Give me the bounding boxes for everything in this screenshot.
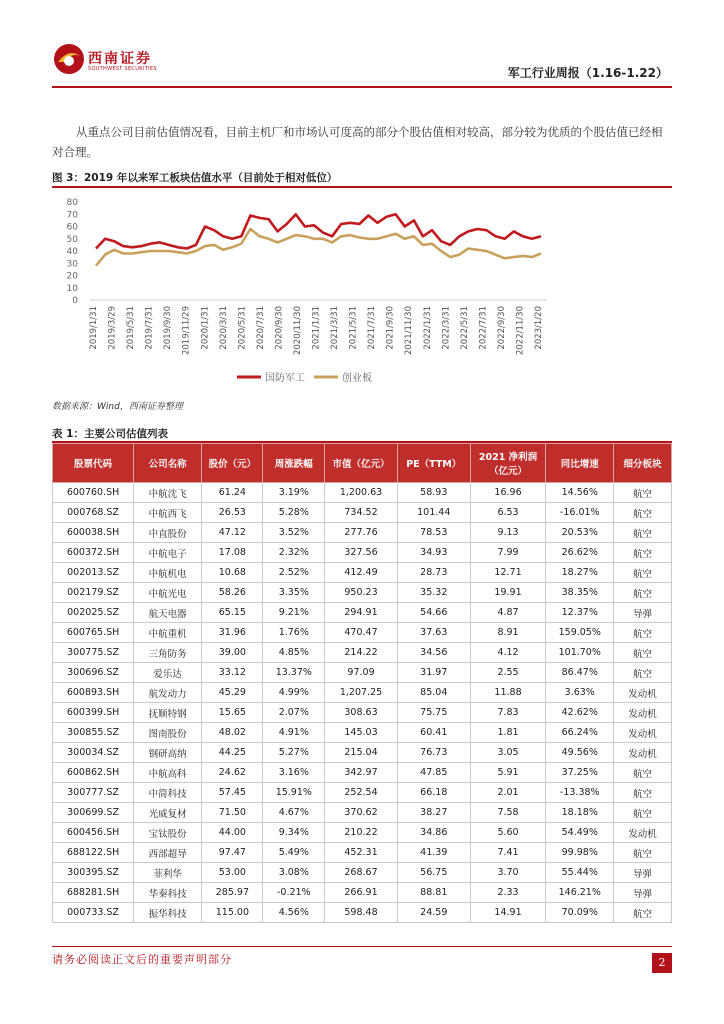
cell-net-profit: 19.91 xyxy=(470,583,546,603)
cell-market-cap: 950.23 xyxy=(325,583,398,603)
x-tick-label: 2019/9/30 xyxy=(163,306,174,350)
cell-price: 115.00 xyxy=(202,903,263,923)
cell-yoy-growth: 38.35% xyxy=(546,583,614,603)
footer-divider xyxy=(52,946,672,947)
cell-net-profit: 3.70 xyxy=(470,863,546,883)
x-tick-label: 2020/3/31 xyxy=(218,306,229,350)
cell-stock-code: 000768.SZ xyxy=(53,503,134,523)
cell-net-profit: 12.71 xyxy=(470,563,546,583)
header-weekly-change: 周涨跌幅 xyxy=(263,444,325,483)
cell-price: 45.29 xyxy=(202,683,263,703)
table-row xyxy=(53,643,672,663)
x-tick-label: 2022/9/30 xyxy=(496,306,507,350)
figure-divider xyxy=(52,186,672,188)
table-row xyxy=(53,603,672,623)
cell-stock-code: 002179.SZ xyxy=(53,583,134,603)
header-yoy-growth: 同比增速 xyxy=(546,444,614,483)
cell-company-name: 西部超导 xyxy=(134,843,202,863)
cell-price: 31.96 xyxy=(202,623,263,643)
x-tick-label: 2021/5/31 xyxy=(348,306,359,350)
cell-stock-code: 300696.SZ xyxy=(53,663,134,683)
cell-market-cap: 327.56 xyxy=(325,543,398,563)
cell-weekly-change: 2.32% xyxy=(263,543,325,563)
cell-pe-ttm: 85.04 xyxy=(397,683,470,703)
cell-company-name: 钢研高纳 xyxy=(134,743,202,763)
cell-weekly-change: 13.37% xyxy=(263,663,325,683)
cell-company-name: 中航光电 xyxy=(134,583,202,603)
cell-pe-ttm: 28.73 xyxy=(397,563,470,583)
cell-net-profit: 16.96 xyxy=(470,483,546,503)
cell-stock-code: 600760.SH xyxy=(53,483,134,503)
cell-company-name: 爱乐达 xyxy=(134,663,202,683)
series-line-0 xyxy=(96,214,541,248)
x-tick-label: 2020/7/31 xyxy=(255,306,266,350)
y-tick-label: 0 xyxy=(72,296,78,306)
cell-company-name: 三角防务 xyxy=(134,643,202,663)
header-divider xyxy=(52,86,672,88)
cell-market-cap: 412.49 xyxy=(325,563,398,583)
cell-yoy-growth: 101.70% xyxy=(546,643,614,663)
cell-segment: 发动机 xyxy=(614,683,672,703)
cell-segment: 航空 xyxy=(614,583,672,603)
cell-net-profit: 2.33 xyxy=(470,883,546,903)
cell-pe-ttm: 76.73 xyxy=(397,743,470,763)
cell-segment: 航空 xyxy=(614,523,672,543)
y-tick-label: 30 xyxy=(66,259,78,270)
cell-pe-ttm: 56.75 xyxy=(397,863,470,883)
table-row xyxy=(53,503,672,523)
cell-company-name: 中简科技 xyxy=(134,783,202,803)
cell-market-cap: 268.67 xyxy=(325,863,398,883)
cell-market-cap: 145.03 xyxy=(325,723,398,743)
x-tick-label: 2019/11/29 xyxy=(181,306,192,355)
cell-segment: 航空 xyxy=(614,663,672,683)
cell-net-profit: 7.99 xyxy=(470,543,546,563)
y-tick-label: 20 xyxy=(66,271,78,282)
cell-segment: 发动机 xyxy=(614,743,672,763)
cell-pe-ttm: 31.97 xyxy=(397,663,470,683)
cell-company-name: 宝钛股份 xyxy=(134,823,202,843)
y-tick-label: 10 xyxy=(66,283,78,294)
cell-segment: 航空 xyxy=(614,783,672,803)
cell-market-cap: 215.04 xyxy=(325,743,398,763)
cell-weekly-change: 2.07% xyxy=(263,703,325,723)
table-header-row xyxy=(53,444,672,483)
x-tick-label: 2019/7/31 xyxy=(144,306,155,350)
cell-stock-code: 300777.SZ xyxy=(53,783,134,803)
table-body xyxy=(53,483,672,923)
cell-company-name: 中直股份 xyxy=(134,523,202,543)
x-tick-label: 2022/5/31 xyxy=(459,306,470,350)
cell-market-cap: 370.62 xyxy=(325,803,398,823)
page-number: 2 xyxy=(652,953,672,973)
cell-pe-ttm: 35.32 xyxy=(397,583,470,603)
x-tick-label: 2021/9/30 xyxy=(385,306,396,350)
cell-segment: 导弹 xyxy=(614,863,672,883)
cell-weekly-change: 5.49% xyxy=(263,843,325,863)
header-market-cap: 市值（亿元） xyxy=(325,444,398,483)
table-row xyxy=(53,583,672,603)
cell-company-name: 航天电器 xyxy=(134,603,202,623)
cell-yoy-growth: 159.05% xyxy=(546,623,614,643)
cell-company-name: 中航沈飞 xyxy=(134,483,202,503)
cell-yoy-growth: 26.62% xyxy=(546,543,614,563)
cell-market-cap: 97.09 xyxy=(325,663,398,683)
cell-net-profit: 1.81 xyxy=(470,723,546,743)
cell-pe-ttm: 88.81 xyxy=(397,883,470,903)
cell-segment: 导弹 xyxy=(614,883,672,903)
cell-market-cap: 598.48 xyxy=(325,903,398,923)
cell-segment: 航空 xyxy=(614,543,672,563)
cell-net-profit: 4.87 xyxy=(470,603,546,623)
cell-segment: 航空 xyxy=(614,483,672,503)
cell-yoy-growth: 18.27% xyxy=(546,563,614,583)
cell-stock-code: 600038.SH xyxy=(53,523,134,543)
cell-pe-ttm: 54.66 xyxy=(397,603,470,623)
cell-net-profit: 3.05 xyxy=(470,743,546,763)
cell-pe-ttm: 101.44 xyxy=(397,503,470,523)
cell-yoy-growth: -13.38% xyxy=(546,783,614,803)
table-row xyxy=(53,663,672,683)
cell-yoy-growth: 146.21% xyxy=(546,883,614,903)
x-tick-label: 2019/5/31 xyxy=(126,306,137,350)
cell-yoy-growth: 70.09% xyxy=(546,903,614,923)
x-tick-label: 2021/7/31 xyxy=(367,306,378,350)
cell-segment: 发动机 xyxy=(614,823,672,843)
table-row xyxy=(53,803,672,823)
cell-yoy-growth: 18.18% xyxy=(546,803,614,823)
logo-emblem-core xyxy=(64,56,74,66)
table-row xyxy=(53,843,672,863)
logo-subtitle: SOUTHWEST SECURITIES xyxy=(88,66,157,72)
cell-yoy-growth: 14.56% xyxy=(546,483,614,503)
table-row xyxy=(53,483,672,503)
x-tick-label: 2022/11/30 xyxy=(515,306,526,356)
cell-segment: 发动机 xyxy=(614,723,672,743)
cell-stock-code: 600399.SH xyxy=(53,703,134,723)
cell-market-cap: 734.52 xyxy=(325,503,398,523)
cell-net-profit: 4.12 xyxy=(470,643,546,663)
cell-market-cap: 308.63 xyxy=(325,703,398,723)
cell-price: 47.12 xyxy=(202,523,263,543)
cell-net-profit: 2.55 xyxy=(470,663,546,683)
report-title: 军工行业周报（1.16-1.22） xyxy=(507,66,668,80)
x-tick-label: 2021/11/30 xyxy=(404,306,415,355)
cell-market-cap: 452.31 xyxy=(325,843,398,863)
table-row xyxy=(53,863,672,883)
cell-yoy-growth: 37.25% xyxy=(546,763,614,783)
cell-weekly-change: 9.34% xyxy=(263,823,325,843)
cell-market-cap: 294.91 xyxy=(325,603,398,623)
y-tick-label: 80 xyxy=(66,198,78,208)
cell-price: 10.68 xyxy=(202,563,263,583)
cell-net-profit: 14.91 xyxy=(470,903,546,923)
cell-net-profit: 7.83 xyxy=(470,703,546,723)
cell-yoy-growth: 55.44% xyxy=(546,863,614,883)
cell-stock-code: 002013.SZ xyxy=(53,563,134,583)
table-row xyxy=(53,823,672,843)
table-row xyxy=(53,683,672,703)
x-tick-label: 2020/9/30 xyxy=(274,306,285,350)
cell-weekly-change: 1.76% xyxy=(263,623,325,643)
x-tick-label: 2022/3/31 xyxy=(441,306,452,350)
cell-pe-ttm: 58.93 xyxy=(397,483,470,503)
cell-stock-code: 600456.SH xyxy=(53,823,134,843)
x-tick-label: 2022/7/31 xyxy=(478,306,489,350)
cell-pe-ttm: 75.75 xyxy=(397,703,470,723)
cell-company-name: 中航机电 xyxy=(134,563,202,583)
x-tick-label: 2022/1/31 xyxy=(422,306,433,350)
cell-market-cap: 252.54 xyxy=(325,783,398,803)
cell-pe-ttm: 47.85 xyxy=(397,763,470,783)
cell-pe-ttm: 34.93 xyxy=(397,543,470,563)
cell-stock-code: 300699.SZ xyxy=(53,803,134,823)
series-line-1 xyxy=(96,229,541,266)
cell-weekly-change: 9.21% xyxy=(263,603,325,623)
legend-label-0: 国防军工 xyxy=(265,373,305,384)
cell-yoy-growth: 3.63% xyxy=(546,683,614,703)
cell-company-name: 中航西飞 xyxy=(134,503,202,523)
cell-stock-code: 600893.SH xyxy=(53,683,134,703)
cell-pe-ttm: 24.59 xyxy=(397,903,470,923)
table-row xyxy=(53,723,672,743)
cell-company-name: 中航重机 xyxy=(134,623,202,643)
cell-weekly-change: 4.85% xyxy=(263,643,325,663)
cell-yoy-growth: 12.37% xyxy=(546,603,614,623)
cell-net-profit: 7.58 xyxy=(470,803,546,823)
cell-net-profit: 8.91 xyxy=(470,623,546,643)
cell-segment: 航空 xyxy=(614,843,672,863)
cell-net-profit: 11.88 xyxy=(470,683,546,703)
cell-stock-code: 688122.SH xyxy=(53,843,134,863)
cell-weekly-change: 3.16% xyxy=(263,763,325,783)
cell-net-profit: 6.53 xyxy=(470,503,546,523)
cell-pe-ttm: 37.63 xyxy=(397,623,470,643)
cell-weekly-change: 4.56% xyxy=(263,903,325,923)
cell-segment: 航空 xyxy=(614,763,672,783)
table-row xyxy=(53,703,672,723)
cell-yoy-growth: 42.62% xyxy=(546,703,614,723)
cell-price: 44.00 xyxy=(202,823,263,843)
cell-yoy-growth: -16.01% xyxy=(546,503,614,523)
table-title: 表 1：主要公司估值列表 xyxy=(52,428,168,440)
y-tick-label: 70 xyxy=(66,210,78,221)
cell-company-name: 菲利华 xyxy=(134,863,202,883)
cell-company-name: 光威复材 xyxy=(134,803,202,823)
x-tick-label: 2023/1/20 xyxy=(534,306,544,350)
x-tick-label: 2020/5/31 xyxy=(237,306,248,350)
cell-price: 48.02 xyxy=(202,723,263,743)
table-row xyxy=(53,903,672,923)
cell-stock-code: 300775.SZ xyxy=(53,643,134,663)
cell-price: 39.00 xyxy=(202,643,263,663)
cell-price: 24.62 xyxy=(202,763,263,783)
cell-net-profit: 9.13 xyxy=(470,523,546,543)
cell-company-name: 图南股份 xyxy=(134,723,202,743)
cell-company-name: 航发动力 xyxy=(134,683,202,703)
legend-label-1: 创业板 xyxy=(342,373,372,384)
cell-weekly-change: 3.35% xyxy=(263,583,325,603)
cell-segment: 航空 xyxy=(614,643,672,663)
cell-yoy-growth: 20.53% xyxy=(546,523,614,543)
cell-price: 53.00 xyxy=(202,863,263,883)
cell-price: 15.65 xyxy=(202,703,263,723)
cell-price: 44.25 xyxy=(202,743,263,763)
table-row xyxy=(53,763,672,783)
table-row xyxy=(53,623,672,643)
table-row xyxy=(53,883,672,903)
cell-stock-code: 000733.SZ xyxy=(53,903,134,923)
table-row xyxy=(53,543,672,563)
header-segment: 细分板块 xyxy=(614,444,672,483)
cell-stock-code: 600862.SH xyxy=(53,763,134,783)
cell-weekly-change: 15.91% xyxy=(263,783,325,803)
cell-price: 33.12 xyxy=(202,663,263,683)
cell-pe-ttm: 41.39 xyxy=(397,843,470,863)
cell-company-name: 中航电子 xyxy=(134,543,202,563)
header-pe-ttm: PE（TTM） xyxy=(397,444,470,483)
valuation-line-chart xyxy=(52,190,672,390)
cell-weekly-change: 3.19% xyxy=(263,483,325,503)
cell-company-name: 中航高科 xyxy=(134,763,202,783)
cell-stock-code: 600372.SH xyxy=(53,543,134,563)
cell-segment: 导弹 xyxy=(614,603,672,623)
cell-net-profit: 5.60 xyxy=(470,823,546,843)
cell-market-cap: 470.47 xyxy=(325,623,398,643)
cell-price: 61.24 xyxy=(202,483,263,503)
cell-stock-code: 002025.SZ xyxy=(53,603,134,623)
cell-weekly-change: -0.21% xyxy=(263,883,325,903)
y-tick-label: 40 xyxy=(66,247,78,257)
cell-weekly-change: 4.91% xyxy=(263,723,325,743)
cell-company-name: 抚顺特钢 xyxy=(134,703,202,723)
table-row xyxy=(53,523,672,543)
cell-weekly-change: 3.08% xyxy=(263,863,325,883)
cell-segment: 航空 xyxy=(614,803,672,823)
x-tick-label: 2019/3/29 xyxy=(107,306,118,350)
cell-company-name: 华秦科技 xyxy=(134,883,202,903)
table-row xyxy=(53,783,672,803)
cell-market-cap: 214.22 xyxy=(325,643,398,663)
cell-weekly-change: 5.28% xyxy=(263,503,325,523)
cell-stock-code: 300034.SZ xyxy=(53,743,134,763)
cell-stock-code: 300395.SZ xyxy=(53,863,134,883)
cell-net-profit: 7.41 xyxy=(470,843,546,863)
cell-pe-ttm: 66.18 xyxy=(397,783,470,803)
cell-market-cap: 277.76 xyxy=(325,523,398,543)
cell-segment: 航空 xyxy=(614,503,672,523)
cell-stock-code: 600765.SH xyxy=(53,623,134,643)
cell-price: 65.15 xyxy=(202,603,263,623)
cell-pe-ttm: 34.86 xyxy=(397,823,470,843)
cell-net-profit: 2.01 xyxy=(470,783,546,803)
cell-weekly-change: 2.52% xyxy=(263,563,325,583)
cell-segment: 航空 xyxy=(614,903,672,923)
cell-price: 57.45 xyxy=(202,783,263,803)
cell-price: 17.08 xyxy=(202,543,263,563)
cell-company-name: 振华科技 xyxy=(134,903,202,923)
cell-price: 285.97 xyxy=(202,883,263,903)
cell-market-cap: 210.22 xyxy=(325,823,398,843)
cell-market-cap: 342.97 xyxy=(325,763,398,783)
cell-yoy-growth: 49.56% xyxy=(546,743,614,763)
y-tick-label: 50 xyxy=(66,234,78,245)
y-tick-label: 60 xyxy=(66,222,78,233)
table-row xyxy=(53,743,672,763)
cell-net-profit: 5.91 xyxy=(470,763,546,783)
cell-weekly-change: 4.67% xyxy=(263,803,325,823)
cell-weekly-change: 5.27% xyxy=(263,743,325,763)
cell-price: 58.26 xyxy=(202,583,263,603)
footer-disclaimer: 请务必阅读正文后的重要声明部分 xyxy=(52,953,232,966)
cell-stock-code: 688281.SH xyxy=(53,883,134,903)
table-row xyxy=(53,563,672,583)
cell-market-cap: 266.91 xyxy=(325,883,398,903)
x-tick-label: 2021/3/31 xyxy=(330,306,341,350)
cell-stock-code: 300855.SZ xyxy=(53,723,134,743)
cell-market-cap: 1,207.25 xyxy=(325,683,398,703)
valuation-table xyxy=(52,443,672,923)
cell-pe-ttm: 34.56 xyxy=(397,643,470,663)
x-tick-label: 2020/11/30 xyxy=(292,306,303,355)
cell-pe-ttm: 38.27 xyxy=(397,803,470,823)
header-stock-code: 股票代码 xyxy=(53,444,134,483)
cell-yoy-growth: 66.24% xyxy=(546,723,614,743)
cell-market-cap: 1,200.63 xyxy=(325,483,398,503)
cell-segment: 发动机 xyxy=(614,703,672,723)
x-tick-label: 2021/1/31 xyxy=(311,306,322,350)
cell-yoy-growth: 86.47% xyxy=(546,663,614,683)
cell-price: 26.53 xyxy=(202,503,263,523)
cell-weekly-change: 3.52% xyxy=(263,523,325,543)
cell-segment: 航空 xyxy=(614,563,672,583)
cell-price: 71.50 xyxy=(202,803,263,823)
cell-yoy-growth: 54.49% xyxy=(546,823,614,843)
header-company-name: 公司名称 xyxy=(134,444,202,483)
x-tick-label: 2020/1/31 xyxy=(200,306,211,350)
cell-segment: 航空 xyxy=(614,623,672,643)
valuation-paragraph: 从重点公司目前估值情况看，目前主机厂和市场认可度高的部分个股估值相对较高，部分较为优质的个股估值已经相对合理。 xyxy=(52,125,663,159)
x-tick-label: 2019/1/31 xyxy=(89,306,99,350)
figure-source: 数据来源：Wind，西南证券整理 xyxy=(52,402,183,412)
header-price: 股价（元） xyxy=(202,444,263,483)
logo-name: 西南证券 xyxy=(88,51,152,67)
cell-yoy-growth: 99.98% xyxy=(546,843,614,863)
cell-pe-ttm: 60.41 xyxy=(397,723,470,743)
cell-price: 97.47 xyxy=(202,843,263,863)
cell-pe-ttm: 78.53 xyxy=(397,523,470,543)
header-net-profit: 2021 净利润（亿元） xyxy=(470,444,546,483)
figure-title: 图 3：2019 年以来军工板块估值水平（目前处于相对低位） xyxy=(52,172,338,184)
cell-weekly-change: 4.99% xyxy=(263,683,325,703)
